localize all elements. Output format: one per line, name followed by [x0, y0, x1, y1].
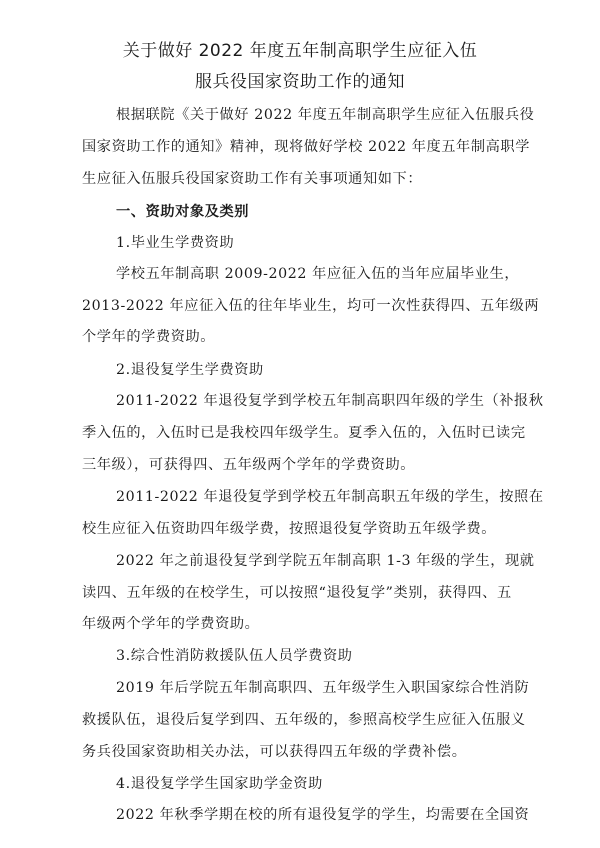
document-title-line-2: 服兵役国家资助工作的通知: [195, 72, 405, 92]
item-heading: 4.退役复学学生国家助学金资助: [116, 776, 323, 792]
paragraph-line: 学校五年制高职 2009-2022 年应征入伍的当年应届毕业生，: [116, 266, 520, 282]
paragraph-line: 务兵役国家资助相关办法，可以获得四五年级的学费补偿。: [82, 744, 467, 760]
item-heading: 2.退役复学生学费资助: [116, 362, 264, 378]
paragraph-line: 年级两个学年的学费资助。: [82, 616, 260, 632]
paragraph-line: 2011-2022 年退役复学到学校五年制高职五年级的学生，按照在: [116, 489, 544, 505]
item-heading: 1.毕业生学费资助: [116, 235, 235, 251]
section-heading: 一、资助对象及类别: [116, 204, 250, 220]
paragraph-line: 2022 年秋季学期在校的所有退役复学的学生，均需要在全国资: [116, 807, 530, 823]
paragraph-line: 三年级），可获得四、五年级两个学年的学费资助。: [82, 457, 416, 473]
paragraph-line: 2022 年之前退役复学到学院五年制高职 1-3 年级的学生，现就: [116, 553, 535, 569]
paragraph-line: 校生应征入伍资助四年级学费，按照退役复学资助五年级学费。: [82, 521, 497, 537]
paragraph-line: 读四、五年级的在校学生，可以按照“退役复学”类别，获得四、五: [82, 585, 512, 601]
paragraph-line: 2013-2022 年应征入伍的往年毕业生，均可一次性获得四、五年级两: [82, 298, 540, 314]
intro-line: 根据联院《关于做好 2022 年度五年制高职学生应征入伍服兵役: [116, 107, 535, 123]
paragraph-line: 2011-2022 年退役复学到学校五年制高职四年级的学生（补报秋: [116, 393, 544, 409]
item-heading: 3.综合性消防救援队伍人员学费资助: [116, 648, 353, 664]
document-title-line-1: 关于做好 2022 年度五年制高职学生应征入伍: [122, 41, 478, 61]
paragraph-line: 季入伍的，入伍时已是我校四年级学生。夏季入伍的，入伍时已读完: [82, 425, 526, 441]
paragraph-line: 2019 年后学院五年制高职四、五年级学生入职国家综合性消防: [116, 680, 530, 696]
intro-line: 生应征入伍服兵役国家资助工作有关事项通知如下：: [82, 171, 423, 187]
intro-line: 国家资助工作的通知》精神，现将做好学校 2022 年度五年制高职学: [82, 139, 530, 155]
paragraph-line: 救援队伍，退役后复学到四、五年级的，参照高校学生应征入伍服义: [82, 712, 526, 728]
paragraph-line: 个学年的学费资助。: [82, 329, 216, 345]
